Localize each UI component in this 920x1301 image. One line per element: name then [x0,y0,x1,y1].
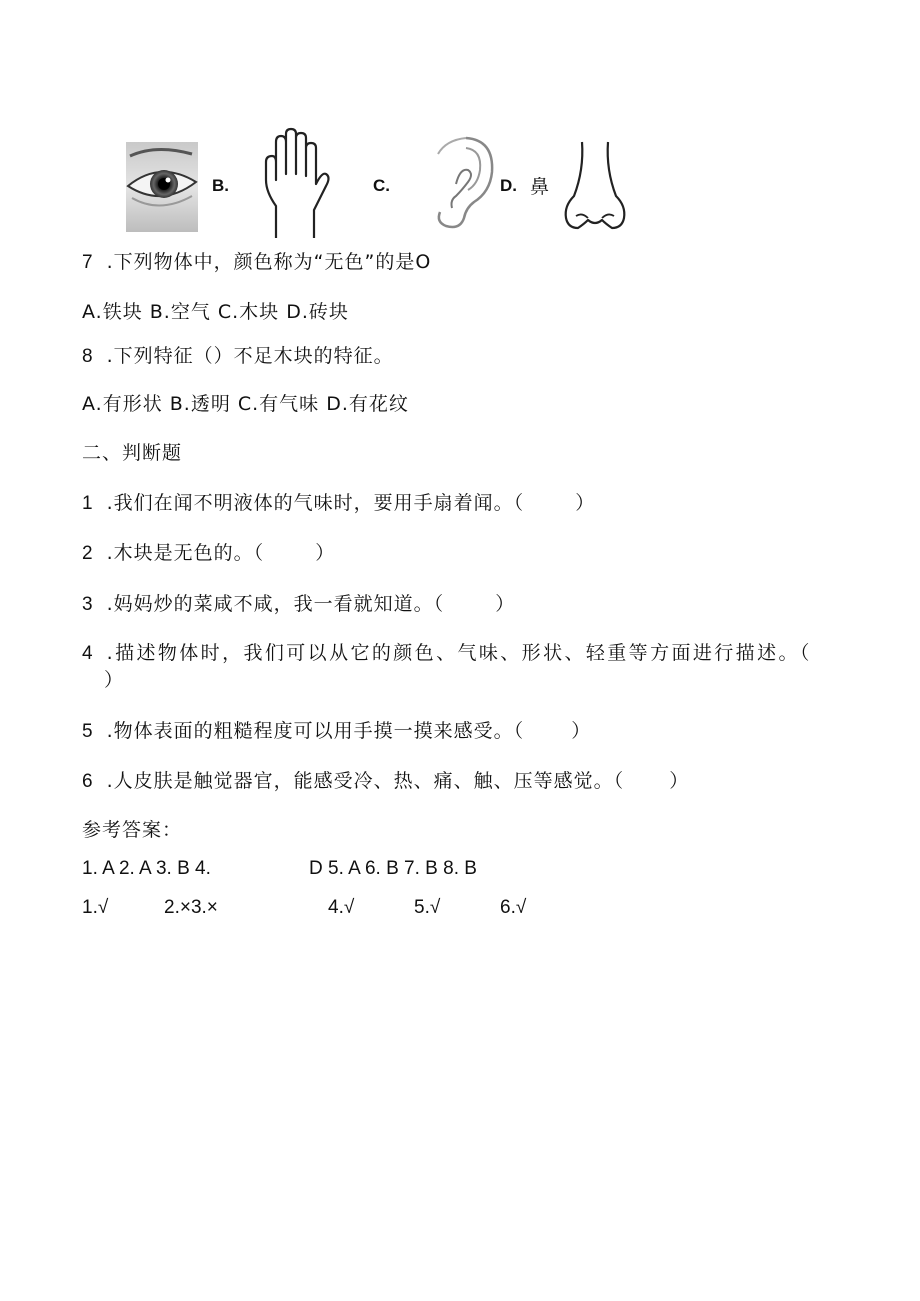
judge-item-6 [82,766,689,793]
item-text: .人皮肤是触觉器官，能感受冷、热、痛、触、压等感觉。（ [106,770,625,792]
question-7-options: A.铁块 B.空气 C.木块 D.砖块 [82,301,349,323]
item-number: 6 [82,771,94,792]
answer-judge-4: 4.√ [328,897,355,918]
judge-item-5 [82,716,591,743]
item-number: 1 [82,493,94,514]
option-d-text: 鼻 [530,176,551,198]
question-text: .下列物体中，颜色称为“无色”的是O [106,251,432,273]
answer-bracket-close: ） [104,669,125,691]
option-d-label: D. [500,176,517,195]
answers-title: 参考答案： [82,819,183,841]
hand-icon [262,128,332,240]
question-8 [82,341,394,368]
answer-bracket-close: ） [571,720,592,742]
ear-icon [426,134,498,232]
question-8-options: A.有形状 B.透明 C.有气味 D.有花纹 [82,393,409,415]
option-c-label: C. [373,176,390,195]
item-text: .描述物体时，我们可以从它的颜色、气味、形状、轻重等方面进行描述。（ [106,642,812,664]
item-number: 2 [82,543,94,564]
question-number: 8 [82,346,94,367]
item-text: .妈妈炒的菜咸不咸，我一看就知道。（ [106,593,445,615]
judge-item-2 [82,538,335,565]
item-number: 4 [82,643,94,664]
option-b-label: B. [212,176,229,195]
item-number: 3 [82,594,94,615]
section-title: 二、判断题 [82,442,183,464]
answer-bracket-close: ） [315,542,336,564]
judge-item-3 [82,589,515,616]
question-7 [82,247,431,274]
eye-icon [126,142,198,232]
judge-item-1 [82,488,595,515]
item-text: .物体表面的粗糙程度可以用手摸一摸来感受。（ [106,720,525,742]
answer-judge-5: 5.√ [414,897,441,918]
answer-bracket-close: ） [575,492,596,514]
answer-judge-1: 1.√ [82,897,109,918]
question-text: .下列特征（）不足木块的特征。 [106,345,394,367]
item-number: 5 [82,721,94,742]
answer-bracket-close: ） [495,593,516,615]
answers-row-1a: 1. A 2. A 3. B 4. [82,858,211,879]
item-text: .我们在闻不明液体的气味时，要用手扇着闻。（ [106,492,525,514]
answer-bracket-close: ） [669,770,690,792]
answer-judge-2-3: 2.×3.× [164,897,218,918]
nose-icon [560,140,630,236]
answer-judge-6: 6.√ [500,897,527,918]
item-text: .木块是无色的。（ [106,542,265,564]
question-number: 7 [82,252,94,273]
judge-item-4 [82,638,812,665]
answers-row-1b: D 5. A 6. B 7. B 8. B [309,858,477,879]
